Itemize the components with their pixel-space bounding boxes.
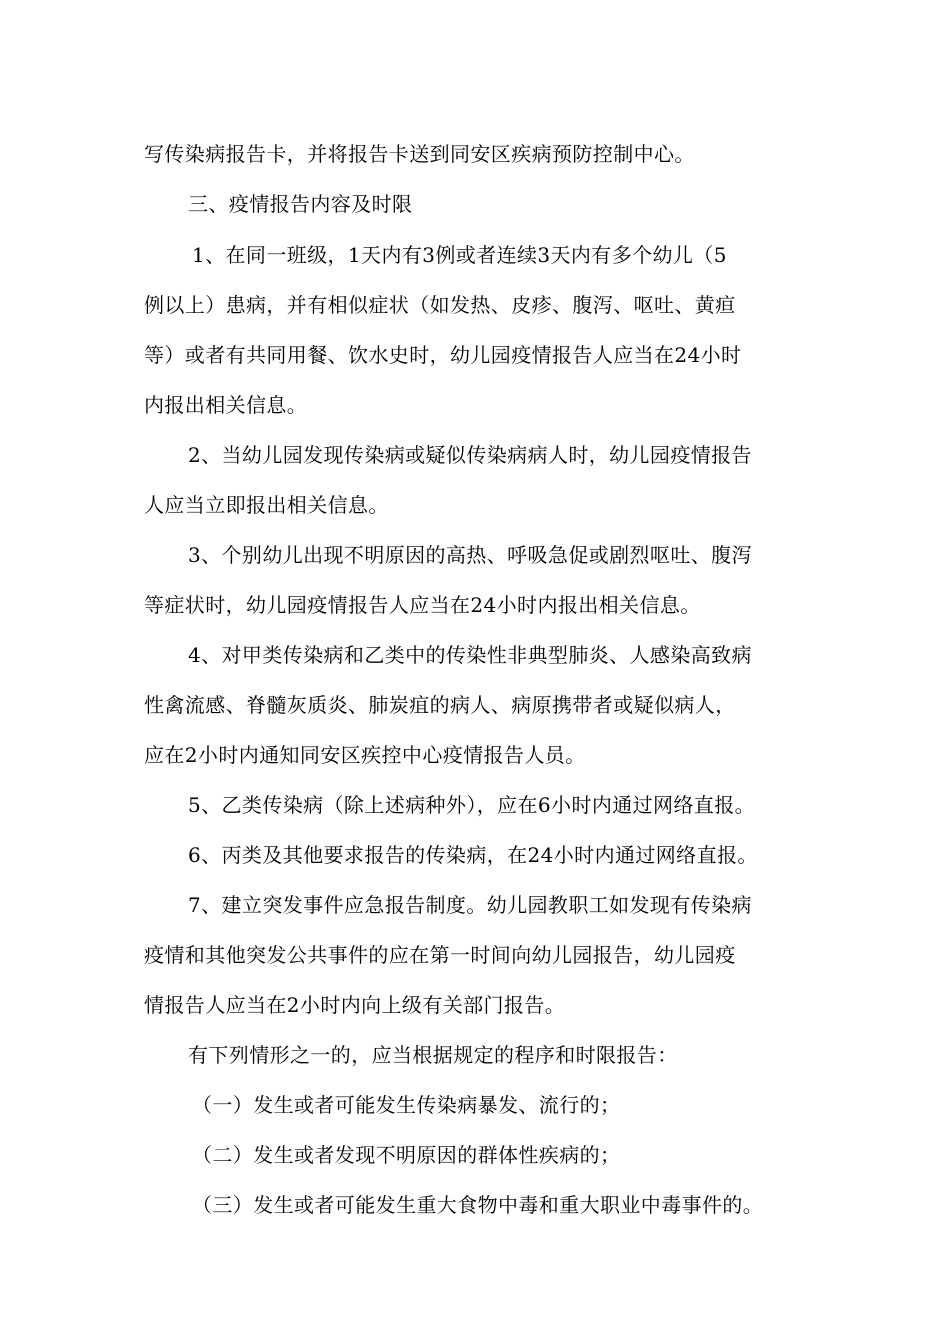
text-line: 应在2小时内通知同安区疾控中心疫情报告人员。 bbox=[144, 743, 586, 767]
text-line: 7、建立突发事件应急报告制度。幼儿园教职工如发现有传染病 bbox=[188, 893, 752, 917]
text-line: 4、对甲类传染病和乙类中的传染性非典型肺炎、人感染高致病 bbox=[188, 643, 752, 667]
text-line: 情报告人应当在2小时内向上级有关部门报告。 bbox=[144, 993, 566, 1017]
text-line: 5、乙类传染病（除上述病种外），应在6小时内通过网络直报。 bbox=[188, 793, 756, 817]
section-heading: 三、疫情报告内容及时限 bbox=[188, 192, 413, 216]
text-line: 写传染病报告卡，并将报告卡送到同安区疾病预防控制中心。 bbox=[144, 142, 695, 166]
text-line: 等）或者有共同用餐、饮水史时，幼儿园疫情报告人应当在24小时 bbox=[144, 343, 742, 367]
text-line: 内报出相关信息。 bbox=[144, 393, 308, 417]
text-line: 例以上）患病，并有相似症状（如发热、皮疹、腹泻、呕吐、黄疸 bbox=[144, 293, 736, 317]
text-line: 人应当立即报出相关信息。 bbox=[144, 493, 389, 517]
text-line: 疫情和其他突发公共事件的应在第一时间向幼儿园报告，幼儿园疫 bbox=[144, 943, 736, 967]
text-line: 3、个别幼儿出现不明原因的高热、呼吸急促或剧烈呕吐、腹泻 bbox=[188, 543, 752, 567]
text-line: 有下列情形之一的，应当根据规定的程序和时限报告： bbox=[188, 1043, 678, 1067]
text-line: 性禽流感、脊髓灰质炎、肺炭疽的病人、病原携带者或疑似病人， bbox=[144, 693, 736, 717]
list-item: （一）发生或者可能发生传染病暴发、流行的； bbox=[192, 1093, 621, 1117]
list-item: （二）发生或者发现不明原因的群体性疾病的； bbox=[192, 1143, 621, 1167]
list-item: （三）发生或者可能发生重大食物中毒和重大职业中毒事件的。 bbox=[192, 1193, 764, 1217]
text-line: 1、在同一班级，1天内有3例或者连续3天内有多个幼儿（5 bbox=[192, 243, 727, 267]
text-line: 等症状时，幼儿园疫情报告人应当在24小时内报出相关信息。 bbox=[144, 593, 701, 617]
text-line: 2、当幼儿园发现传染病或疑似传染病病人时，幼儿园疫情报告 bbox=[188, 443, 752, 467]
text-line: 6、丙类及其他要求报告的传染病，在24小时内通过网络直报。 bbox=[188, 843, 758, 867]
